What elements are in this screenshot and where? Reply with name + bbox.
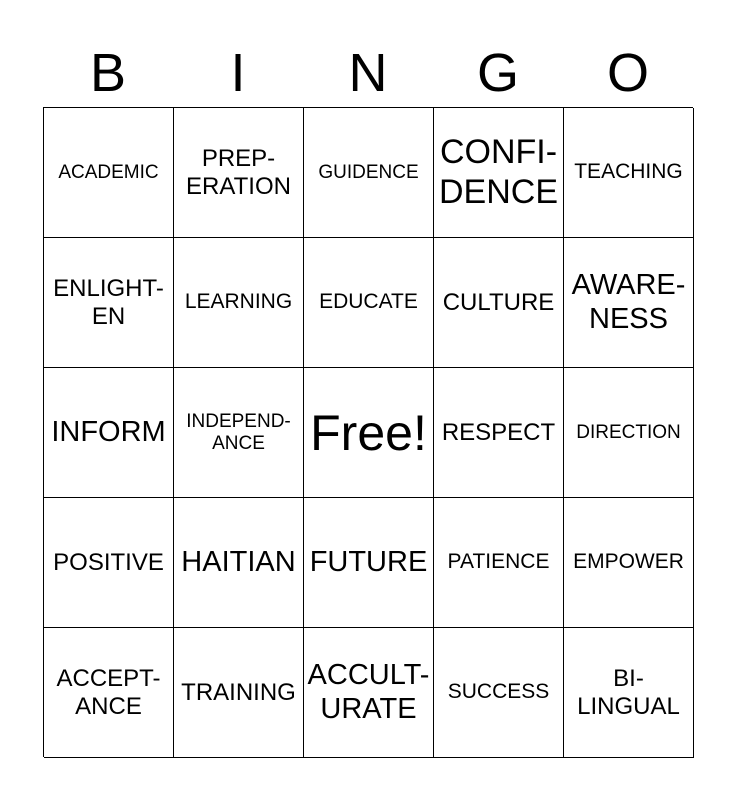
cell-label: HAITIAN <box>181 545 296 578</box>
bingo-cell-r1-c5[interactable] <box>564 108 694 238</box>
cell-label: SUCCESS <box>447 680 550 704</box>
cell-label: TEACHING <box>574 160 683 184</box>
bingo-cell-r3-c5[interactable] <box>564 368 694 498</box>
cell-label: EDUCATE <box>319 290 418 314</box>
header-letter-g: G <box>476 43 519 103</box>
cell-label: PATIENCE <box>447 550 550 574</box>
bingo-cell-r1-c3[interactable] <box>304 108 434 238</box>
bingo-cell-r5-c5[interactable] <box>564 628 694 758</box>
cell-label: DIRECTION <box>576 421 681 443</box>
bingo-cell-r1-c4[interactable] <box>434 108 564 238</box>
bingo-cell-r5-c1[interactable] <box>44 628 174 758</box>
bingo-cell-r2-c3[interactable] <box>304 238 434 368</box>
bingo-cell-r4-c5[interactable] <box>564 498 694 628</box>
cell-label: INDEPEND- ANCE <box>186 410 291 454</box>
bingo-cell-r4-c4[interactable] <box>434 498 564 628</box>
cell-label: CONFI- DENCE <box>438 133 559 211</box>
bingo-header <box>43 40 693 106</box>
free-space-label: Free! <box>310 404 427 461</box>
bingo-cell-r5-c4[interactable] <box>434 628 564 758</box>
bingo-cell-r2-c1[interactable] <box>44 238 174 368</box>
bingo-cell-r2-c5[interactable] <box>564 238 694 368</box>
bingo-cell-r4-c3[interactable] <box>304 498 434 628</box>
cell-label: CULTURE <box>442 288 555 316</box>
header-letter-n: N <box>348 43 388 103</box>
bingo-cell-r4-c1[interactable] <box>44 498 174 628</box>
cell-label: EMPOWER <box>573 550 684 574</box>
bingo-cell-r5-c3[interactable] <box>304 628 434 758</box>
bingo-cell-r3-c4[interactable] <box>434 368 564 498</box>
bingo-cell-r2-c4[interactable] <box>434 238 564 368</box>
cell-label: PREP- ERATION <box>186 144 291 200</box>
header-letter-i: I <box>230 43 246 103</box>
bingo-cell-r3-c1[interactable] <box>44 368 174 498</box>
header-letter-o: O <box>606 43 649 103</box>
header-letter-b: B <box>89 43 127 103</box>
bingo-cell-r3-c2[interactable] <box>174 368 304 498</box>
cell-label: ACCEPT- ANCE <box>56 664 161 720</box>
cell-label: AWARE- NESS <box>571 269 686 335</box>
bingo-cell-r2-c2[interactable] <box>174 238 304 368</box>
bingo-cell-r4-c2[interactable] <box>174 498 304 628</box>
cell-label: RESPECT <box>441 418 556 446</box>
bingo-cell-r1-c2[interactable] <box>174 108 304 238</box>
cell-label: POSITIVE <box>53 548 164 576</box>
cell-label: TRAINING <box>181 678 296 706</box>
bingo-cell-r1-c1[interactable] <box>44 108 174 238</box>
cell-label: ENLIGHT- EN <box>53 274 164 330</box>
cell-label: FUTURE <box>309 545 428 578</box>
cell-label: INFORM <box>51 415 166 448</box>
bingo-board <box>43 107 693 757</box>
bingo-cell-r5-c2[interactable] <box>174 628 304 758</box>
cell-label: GUIDENCE <box>318 161 419 183</box>
cell-label: ACADEMIC <box>58 161 159 183</box>
cell-label: BI- LINGUAL <box>577 664 680 720</box>
cell-label: LEARNING <box>184 290 293 314</box>
bingo-cell-free[interactable] <box>304 368 434 498</box>
cell-label: ACCULT- URATE <box>307 659 430 725</box>
